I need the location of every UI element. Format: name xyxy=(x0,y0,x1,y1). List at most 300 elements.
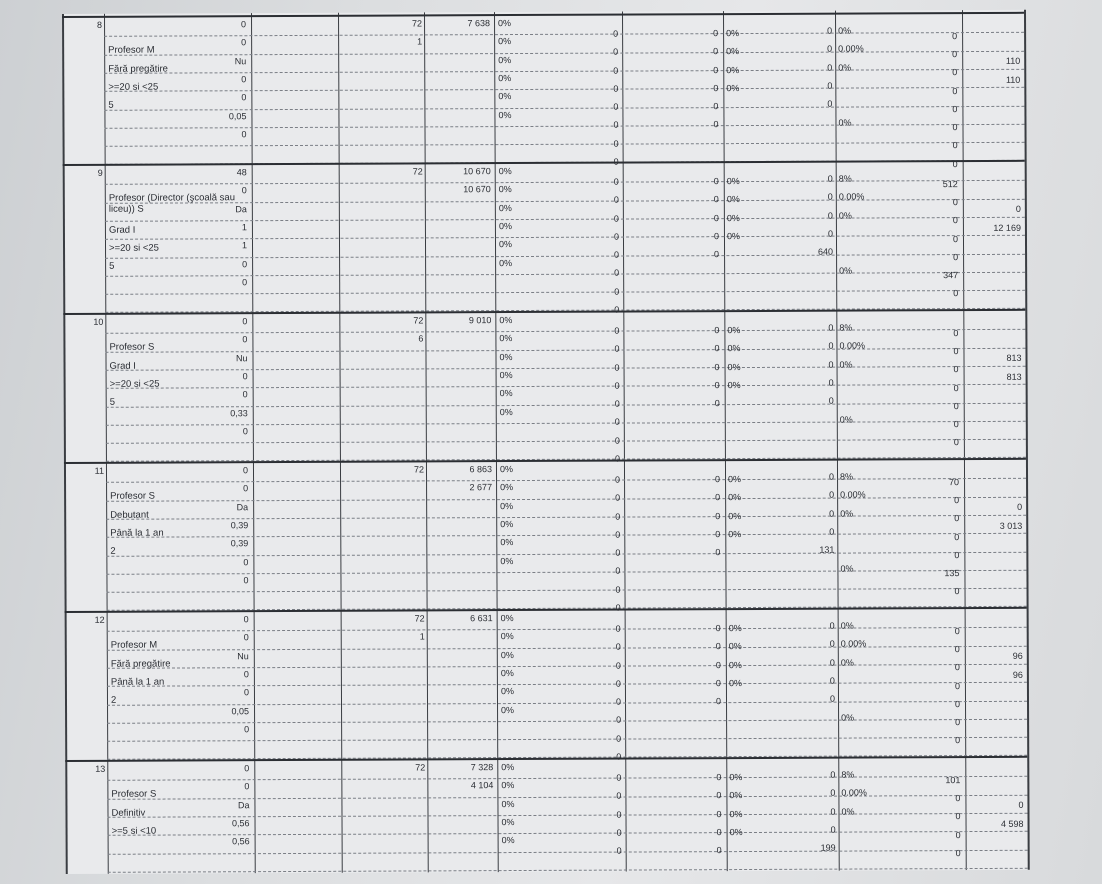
row-number: 9 xyxy=(97,167,103,178)
cell-value: 0 xyxy=(954,531,960,542)
percent-value: 0% xyxy=(499,388,513,399)
cell-value: 0 xyxy=(615,678,621,689)
cell-value: 0 xyxy=(242,371,248,382)
percent-value: 0% xyxy=(727,325,741,336)
percent-value: 0% xyxy=(498,72,512,83)
cell-value: 0 xyxy=(614,343,620,354)
cell-value: 0 xyxy=(713,28,719,39)
cell-value: 0 xyxy=(243,574,249,586)
percent-value: 0% xyxy=(498,54,512,65)
cell-value: 0 xyxy=(716,790,722,801)
cell-value: Nu xyxy=(237,650,249,661)
cell-value: Da xyxy=(235,203,247,214)
percent-value: 0% xyxy=(728,510,742,521)
cell-value: 0 xyxy=(243,556,249,567)
percent-value: 0% xyxy=(838,117,852,128)
cell-value: 10 670 xyxy=(463,184,491,195)
cell-value: 0 xyxy=(955,793,961,804)
cell-value: 0 xyxy=(827,173,833,184)
percent-value: 8% xyxy=(840,471,854,482)
cell-value: 512 xyxy=(942,178,958,189)
employee-attribute: Grad I xyxy=(108,224,136,236)
cell-value: 48 xyxy=(236,167,247,178)
employee-attribute: >=20 si <25 xyxy=(108,81,159,93)
employee-attribute: Profesor S xyxy=(110,491,156,503)
percent-value: 0% xyxy=(500,631,514,642)
cell-value: 0,33 xyxy=(230,407,248,418)
cell-value: 110 xyxy=(1005,56,1021,67)
cell-value: 0 xyxy=(713,83,719,94)
cell-value: 0 xyxy=(613,83,619,94)
cell-value: 0 xyxy=(714,343,720,354)
percent-value: 0% xyxy=(501,704,515,715)
cell-value: 0 xyxy=(715,641,721,652)
cell-value: 10 670 xyxy=(463,166,491,177)
percent-value: 0% xyxy=(498,239,513,250)
cell-value: 0 xyxy=(715,659,721,670)
cell-value: 0 xyxy=(613,138,619,149)
percent-value: 0% xyxy=(500,555,514,566)
percent-value: 0% xyxy=(727,379,741,390)
percent-value: 0% xyxy=(840,620,854,631)
row-number: 11 xyxy=(94,465,105,476)
percent-value: 0% xyxy=(838,62,852,73)
employee-attribute: 5 xyxy=(108,100,114,112)
percent-value: 8% xyxy=(841,769,855,780)
employee-attribute: Profesor M xyxy=(110,640,158,652)
cell-value: 0 xyxy=(615,584,621,595)
cell-value: 0 xyxy=(616,772,622,783)
cell-value: 0 xyxy=(952,140,958,151)
percent-value: 0% xyxy=(500,686,514,697)
cell-value: 0 xyxy=(955,717,961,728)
employee-attribute: Profesor S xyxy=(109,342,155,354)
cell-value: 0 xyxy=(615,641,621,652)
percent-value: 0% xyxy=(498,109,512,120)
cell-value: 0 xyxy=(713,176,719,187)
cell-value: 0 xyxy=(828,471,835,482)
cell-value: 0 xyxy=(714,325,720,336)
cell-value: 0 xyxy=(714,398,720,409)
percent-value: 0% xyxy=(498,184,512,195)
cell-value: 0 xyxy=(614,417,620,428)
cell-value: 1 xyxy=(241,222,247,233)
cell-value: 0 xyxy=(830,788,836,799)
cell-value: 0 xyxy=(613,46,619,57)
cell-value: 0 xyxy=(829,693,836,704)
cell-value: 72 xyxy=(412,18,423,29)
percent-value: 0% xyxy=(726,194,740,205)
cell-value: 0 xyxy=(714,380,720,391)
cell-value: 7 328 xyxy=(470,762,494,773)
column-rule xyxy=(62,14,67,874)
cell-value: 70 xyxy=(949,476,960,487)
cell-value: 0 xyxy=(615,566,621,577)
percent-value: 0% xyxy=(499,369,513,380)
cell-value: 0 xyxy=(616,809,622,820)
cell-value: 0 xyxy=(1018,800,1024,811)
cell-value: 0,39 xyxy=(230,520,249,531)
cell-value: 0 xyxy=(613,194,619,205)
cell-value: 0 xyxy=(952,67,958,78)
cell-value: 0 xyxy=(829,675,835,686)
employee-attribute: Definitiv xyxy=(111,807,146,819)
cell-value: 0 xyxy=(954,698,961,709)
cell-value: 0 xyxy=(953,364,959,375)
cell-value: 0 xyxy=(614,362,620,373)
percent-value: 0.00% xyxy=(840,638,867,650)
percent-value: 0% xyxy=(500,667,514,678)
cell-value: 0 xyxy=(1015,204,1021,215)
block-separator xyxy=(62,12,1024,18)
cell-value: 0 xyxy=(716,772,722,783)
cell-value: 0 xyxy=(952,103,958,114)
percent-value: 0.00% xyxy=(840,489,866,501)
cell-value: 6 631 xyxy=(470,613,493,624)
cell-value: 0 xyxy=(613,120,619,131)
cell-value: Da xyxy=(236,501,249,512)
cell-value: 0 xyxy=(952,158,958,169)
percent-value: 0% xyxy=(501,780,515,791)
percent-value: 0% xyxy=(499,464,514,475)
percent-value: 0% xyxy=(499,351,513,362)
row-number: 8 xyxy=(97,19,103,30)
percent-value: 0% xyxy=(726,212,740,223)
cell-value: 0 xyxy=(243,687,249,698)
cell-value: 0 xyxy=(616,733,622,744)
percent-value: 0% xyxy=(839,265,853,276)
employee-attribute: 5 xyxy=(109,260,115,272)
percent-value: 0% xyxy=(840,563,854,574)
cell-value: 0 xyxy=(954,625,960,636)
cell-value: 0 xyxy=(827,228,833,239)
cell-value: 4 598 xyxy=(1000,818,1024,829)
cell-value: 0 xyxy=(241,185,247,196)
cell-value: 0 xyxy=(715,510,721,521)
percent-value: 0% xyxy=(499,315,513,326)
cell-value: 0 xyxy=(616,790,622,801)
cell-value: 347 xyxy=(943,270,959,281)
percent-value: 0% xyxy=(841,806,855,817)
cell-value: 0 xyxy=(616,715,622,726)
cell-value: 72 xyxy=(414,613,425,624)
salary-table-sheet xyxy=(62,10,1028,874)
cell-value: 0 xyxy=(954,513,960,524)
cell-value: 0 xyxy=(716,827,722,838)
cell-value: 0 xyxy=(615,492,621,503)
cell-value: 0 xyxy=(953,400,959,411)
cell-value: 6 863 xyxy=(469,464,493,475)
cell-value: 96 xyxy=(1012,651,1023,662)
cell-value: 0 xyxy=(827,25,833,36)
cell-value: 3 013 xyxy=(999,520,1023,531)
cell-value: 0 xyxy=(243,483,249,494)
cell-value: 0 xyxy=(614,268,620,279)
cell-value: 640 xyxy=(817,246,834,258)
percent-value: 0% xyxy=(500,500,514,511)
cell-value: 0 xyxy=(241,128,247,140)
percent-value: 0% xyxy=(726,46,740,57)
cell-value: 0 xyxy=(242,276,248,288)
cell-value: 0 xyxy=(714,474,721,485)
cell-value: 0 xyxy=(828,341,834,352)
cell-value: 7 638 xyxy=(467,18,491,29)
cell-value: 0 xyxy=(829,508,835,519)
cell-value: 0 xyxy=(953,251,959,262)
cell-value: 0 xyxy=(715,623,721,634)
percent-value: 0% xyxy=(839,414,853,425)
cell-value: 72 xyxy=(415,762,426,773)
cell-value: 101 xyxy=(945,774,961,785)
cell-value: 0 xyxy=(242,465,249,476)
cell-value: 0 xyxy=(244,781,250,792)
cell-value: 0 xyxy=(952,49,958,60)
cell-value: 0 xyxy=(614,398,620,409)
percent-value: 0% xyxy=(728,474,742,485)
cell-value: 0 xyxy=(241,37,247,48)
percent-value: 0% xyxy=(728,623,742,634)
percent-value: 0% xyxy=(729,808,743,819)
row-number: 10 xyxy=(93,316,104,327)
cell-value: 1 xyxy=(241,240,248,251)
cell-value: 0 xyxy=(828,322,834,333)
percent-value: 0% xyxy=(728,677,742,688)
cell-value: 110 xyxy=(1005,74,1021,85)
employee-attribute: 5 xyxy=(109,397,116,409)
cell-value: 0 xyxy=(954,586,960,597)
cell-value: 0 xyxy=(613,176,619,187)
cell-value: 0 xyxy=(715,696,722,707)
percent-value: 0% xyxy=(726,176,740,187)
cell-value: 0 xyxy=(828,377,834,388)
cell-value: 0 xyxy=(715,678,721,689)
employee-attribute: Profesor (Director (şcoală sau liceu)) S xyxy=(108,192,236,216)
cell-value: 0 xyxy=(953,437,959,448)
cell-value: 0 xyxy=(243,669,249,680)
cell-value: 0 xyxy=(615,660,621,671)
percent-value: 0% xyxy=(498,202,512,213)
cell-value: 0 xyxy=(613,231,619,242)
row-rule xyxy=(108,868,1028,873)
employee-attribute: Profesor S xyxy=(111,789,157,801)
percent-value: 0% xyxy=(728,659,742,670)
cell-value: 72 xyxy=(412,166,423,177)
cell-value: 0 xyxy=(613,213,619,224)
cell-value: 0 xyxy=(615,511,621,522)
percent-value: 0% xyxy=(498,91,512,102)
percent-value: 0% xyxy=(500,613,514,624)
cell-value: 0 xyxy=(616,827,622,838)
employee-attribute: 2 xyxy=(110,695,117,707)
cell-value: 0 xyxy=(830,806,836,817)
percent-value: 0% xyxy=(498,220,512,231)
cell-value: 0 xyxy=(828,359,834,370)
percent-value: 0.00% xyxy=(838,43,864,55)
cell-value: 0 xyxy=(715,492,721,503)
cell-value: 1 xyxy=(419,631,425,642)
cell-value: 0,39 xyxy=(230,538,249,549)
cell-value: 9 010 xyxy=(468,315,492,326)
percent-value: 0% xyxy=(501,762,515,773)
row-number: 13 xyxy=(95,763,106,774)
cell-value: 0 xyxy=(955,847,961,858)
cell-value: 0 xyxy=(243,632,249,643)
cell-value: 0 xyxy=(713,119,719,130)
percent-value: 0% xyxy=(838,210,852,221)
cell-value: 0 xyxy=(614,286,620,297)
employee-attribute: 2 xyxy=(110,546,116,558)
cell-value: 813 xyxy=(1006,371,1022,382)
percent-value: 0% xyxy=(726,64,740,75)
cell-value: 0 xyxy=(714,249,720,260)
percent-value: 0% xyxy=(500,649,514,660)
cell-value: 0 xyxy=(827,98,833,110)
cell-value: 0 xyxy=(613,101,619,112)
cell-value: 12 169 xyxy=(993,222,1021,233)
cell-value: 0 xyxy=(716,808,722,819)
cell-value: 72 xyxy=(413,315,424,326)
percent-value: 0% xyxy=(501,816,515,827)
cell-value: 0 xyxy=(1017,502,1023,513)
employee-attribute: >=5 si <10 xyxy=(111,825,157,837)
cell-value: 0 xyxy=(953,382,959,393)
cell-value: 0 xyxy=(952,233,959,244)
percent-value: 0% xyxy=(839,359,853,370)
percent-value: 0% xyxy=(498,166,512,177)
cell-value: 0 xyxy=(830,769,836,780)
percent-value: 0% xyxy=(499,406,513,417)
percent-value: 0.00% xyxy=(841,787,867,799)
cell-value: 96 xyxy=(1012,669,1023,680)
cell-value: 0,56 xyxy=(232,836,250,847)
percent-value: 0% xyxy=(500,518,514,529)
percent-value: 0% xyxy=(501,798,515,809)
cell-value: 0 xyxy=(952,122,958,133)
cell-value: 72 xyxy=(413,464,425,475)
cell-value: 0 xyxy=(613,65,619,76)
cell-value: 0 xyxy=(829,490,835,501)
cell-value: 0 xyxy=(953,288,959,299)
cell-value: 0 xyxy=(954,662,960,673)
percent-value: 0.00% xyxy=(839,340,866,352)
employee-attribute: Până la 1 an xyxy=(110,676,165,688)
percent-value: 0% xyxy=(840,657,854,668)
percent-value: 0% xyxy=(727,361,741,372)
cell-value: 0 xyxy=(613,28,619,39)
percent-value: 0% xyxy=(727,343,741,354)
employee-attribute: Fără pregătire xyxy=(108,63,168,75)
percent-value: 0% xyxy=(838,25,852,36)
percent-value: 0% xyxy=(499,333,513,344)
cell-value: 0 xyxy=(713,101,719,112)
cell-value: 0 xyxy=(615,529,621,540)
percent-value: 8% xyxy=(838,173,852,184)
cell-value: 0 xyxy=(713,46,719,57)
cell-value: 0 xyxy=(954,680,960,691)
cell-value: 0 xyxy=(615,623,621,634)
cell-value: 0 xyxy=(827,210,833,221)
cell-value: 0 xyxy=(713,212,719,223)
cell-value: 0 xyxy=(829,526,835,537)
percent-value: 0% xyxy=(729,772,743,783)
employee-attribute: Până la 1 an xyxy=(110,527,164,539)
cell-value: 135 xyxy=(944,568,960,579)
cell-value: 2 677 xyxy=(469,482,493,493)
employee-attribute: Debutant xyxy=(110,509,149,521)
cell-value: 0 xyxy=(830,824,836,835)
cell-value: 0 xyxy=(955,811,961,822)
cell-value: 0 xyxy=(827,44,833,55)
cell-value: 0 xyxy=(715,529,721,540)
percent-value: 0.00% xyxy=(838,191,865,203)
employee-attribute: >=20 si <25 xyxy=(108,242,159,254)
percent-value: 8% xyxy=(839,322,853,333)
cell-value: 0 xyxy=(955,735,961,746)
cell-value: 0 xyxy=(615,547,621,558)
cell-value: 0 xyxy=(243,614,249,625)
cell-value: 0 xyxy=(953,327,959,338)
cell-value: Nu xyxy=(234,55,247,66)
cell-value: 0 xyxy=(954,644,960,655)
cell-value: 0 xyxy=(242,334,248,345)
cell-value: 0 xyxy=(242,316,248,327)
percent-value: 0% xyxy=(728,492,742,503)
cell-value: 0 xyxy=(614,325,620,336)
cell-value: 0 xyxy=(827,62,833,73)
cell-value: 0 xyxy=(616,845,622,856)
cell-value: 131 xyxy=(819,544,835,556)
cell-value: 0 xyxy=(829,620,835,631)
cell-value: 0 xyxy=(716,845,722,856)
employee-attribute: Profesor M xyxy=(108,45,155,57)
cell-value: 0 xyxy=(955,829,961,840)
cell-value: 0 xyxy=(828,395,834,407)
percent-value: 0% xyxy=(729,790,743,801)
percent-value: 0% xyxy=(499,257,513,268)
cell-value: 0 xyxy=(953,419,959,430)
cell-value: 4 104 xyxy=(470,780,494,791)
percent-value: 0% xyxy=(726,82,740,93)
cell-value: 0 xyxy=(614,380,620,391)
cell-value: 0 xyxy=(829,639,835,650)
cell-value: 0 xyxy=(244,723,250,735)
row-number: 12 xyxy=(94,614,105,625)
percent-value: 0% xyxy=(841,712,855,723)
cell-value: 1 xyxy=(417,36,423,47)
percent-value: 0% xyxy=(500,537,514,548)
cell-value: 0 xyxy=(827,192,833,203)
cell-value: 0 xyxy=(242,425,248,437)
employee-attribute: Grad I xyxy=(109,360,136,372)
percent-value: 0% xyxy=(726,230,741,241)
cell-value: 0 xyxy=(615,696,622,707)
percent-value: 0% xyxy=(500,482,514,493)
cell-value: 813 xyxy=(1006,353,1022,364)
cell-value: 0 xyxy=(244,763,250,774)
cell-value: 0 xyxy=(241,19,247,30)
cell-value: Nu xyxy=(235,352,248,363)
cell-value: 0 xyxy=(954,495,960,506)
employee-attribute: Fără pregătire xyxy=(110,658,171,670)
cell-value: 0 xyxy=(713,231,719,242)
percent-value: 0% xyxy=(501,835,515,846)
cell-value: 0 xyxy=(952,215,958,226)
cell-value: Da xyxy=(237,799,250,810)
cell-value: 0 xyxy=(829,657,835,668)
cell-value: 0 xyxy=(954,549,960,560)
percent-value: 0% xyxy=(498,18,512,29)
percent-value: 0% xyxy=(840,508,854,519)
